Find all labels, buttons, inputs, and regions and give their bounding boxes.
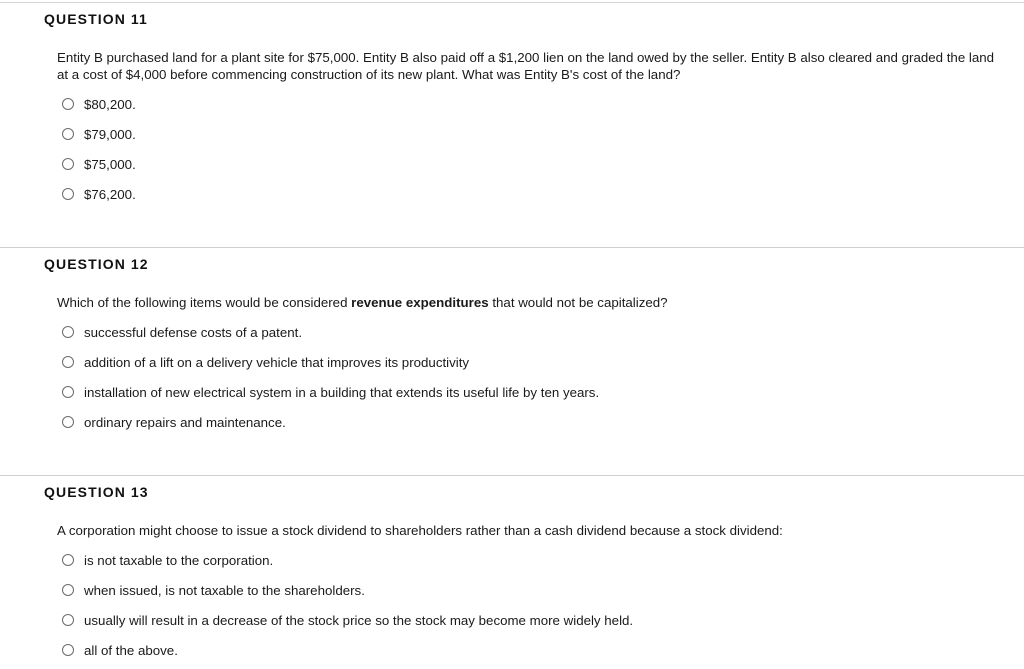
option-label: successful defense costs of a patent. (84, 324, 303, 340)
option-label: all of the above. (84, 642, 178, 658)
radio-button[interactable] (62, 128, 74, 140)
radio-button[interactable] (62, 416, 74, 428)
answer-option[interactable] (62, 413, 286, 431)
option-label: $76,200. (84, 186, 136, 202)
answer-option[interactable] (62, 641, 178, 659)
radio-button[interactable] (62, 614, 74, 626)
option-label: ordinary repairs and maintenance. (84, 414, 286, 430)
option-label: $75,000. (84, 156, 136, 172)
radio-button[interactable] (62, 644, 74, 656)
radio-button[interactable] (62, 386, 74, 398)
option-label: $80,200. (84, 96, 136, 112)
question-title: QUESTION 12 (44, 256, 149, 272)
option-label: $79,000. (84, 126, 136, 142)
answer-option[interactable] (62, 353, 469, 371)
radio-button[interactable] (62, 356, 74, 368)
question-stem: A corporation might choose to issue a stock dividend to shareholders rather than a cash dividend because a stock dividend: (57, 523, 783, 538)
answer-option[interactable] (62, 323, 302, 341)
question-divider (0, 247, 1024, 248)
option-label: is not taxable to the corporation. (84, 552, 274, 568)
answer-option[interactable] (62, 611, 633, 629)
radio-button[interactable] (62, 326, 74, 338)
stem-text: that would not be capitalized? (488, 295, 668, 310)
stem-emphasis: revenue expenditures (351, 295, 489, 310)
radio-button[interactable] (62, 584, 74, 596)
radio-button[interactable] (62, 98, 74, 110)
question-divider (0, 475, 1024, 476)
answer-option[interactable] (62, 551, 273, 569)
answer-option[interactable] (62, 383, 599, 401)
question-stem (57, 295, 1002, 312)
option-label: when issued, is not taxable to the shareholders. (84, 582, 365, 598)
answer-option[interactable] (62, 185, 136, 203)
answer-option[interactable] (62, 125, 136, 143)
answer-option[interactable] (62, 155, 136, 173)
stem-text: Which of the following items would be considered (57, 295, 352, 310)
answer-option[interactable] (62, 95, 136, 113)
question-stem: Entity B purchased land for a plant site for $75,000. Entity B also paid off a $1,200 lien on the land owed by the seller. Entity B also cleared and graded the land at a cost of $4,000 before commencing construction of its new plant. What was Entity B's cost of the land? (57, 50, 995, 82)
radio-button[interactable] (62, 554, 74, 566)
question-title: QUESTION 11 (44, 11, 148, 27)
radio-button[interactable] (62, 158, 74, 170)
option-label: addition of a lift on a delivery vehicle that improves its productivity (84, 354, 470, 370)
top-divider (0, 2, 1024, 3)
radio-button[interactable] (62, 188, 74, 200)
option-label: usually will result in a decrease of the stock price so the stock may become more widely held. (84, 612, 634, 628)
answer-option[interactable] (62, 581, 365, 599)
option-label: installation of new electrical system in a building that extends its useful life by ten years. (84, 384, 600, 400)
question-title: QUESTION 13 (44, 484, 149, 500)
